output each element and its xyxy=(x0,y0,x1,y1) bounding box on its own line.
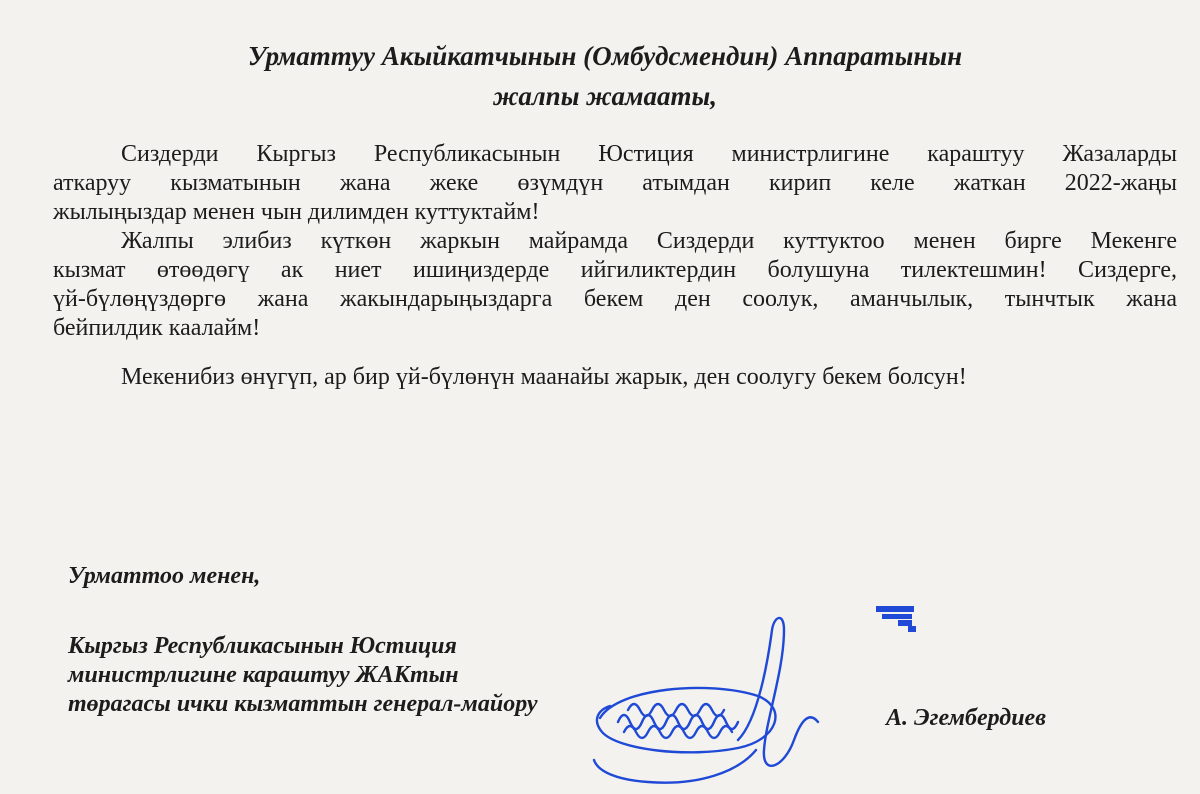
heading-line-2: жалпы жамааты, xyxy=(492,81,718,111)
paragraph-line: Сиздерди Кыргыз Республикасынын Юстиция министрлигине караштуу Жазаларды xyxy=(121,141,1177,167)
letter-heading xyxy=(100,36,1110,116)
position-line: министрлигине караштуу ЖАКтын xyxy=(68,662,459,688)
position-line: Кыргыз Республикасынын Юстиция xyxy=(68,633,457,659)
paragraph-1 xyxy=(53,140,1177,227)
paragraph-line: бейпилдик каалайм! xyxy=(53,315,261,341)
heading-line-1: Урматтуу Акыйкатчынын (Омбудсмендин) Аппаратынын xyxy=(247,41,963,71)
paragraph-2 xyxy=(53,227,1177,343)
stamp-fragment-icon xyxy=(868,598,928,638)
paragraph-line: үй-бүлөңүздөргө жана жакындарыңыздарга бекем ден соолук, аманчылык, тынчтык жана xyxy=(53,286,1177,312)
paragraph-line: аткаруу кызматынын жана жеке өзүмдүн атымдан кирип келе жаткан 2022-жаңы xyxy=(53,170,1177,196)
signer-name: А. Эгембердиев xyxy=(886,705,1046,731)
position-title xyxy=(68,632,538,719)
paragraph-gap xyxy=(53,343,1177,363)
handwritten-signature-icon xyxy=(588,600,888,790)
paragraph-line: Жалпы элибиз күткөн жаркын майрамда Сиздерди куттуктоо менен бирге Мекенге xyxy=(121,228,1177,254)
letter-body xyxy=(53,140,1177,392)
signature-block xyxy=(68,562,538,719)
paragraph-3: Мекенибиз өнүгүп, ар бир үй-бүлөнүн маанайы жарык, ден соолугу бекем болсун! xyxy=(121,364,967,390)
paragraph-line: жылыңыздар менен чын дилимден куттуктайм! xyxy=(53,199,540,225)
regards-line: Урматтоо менен, xyxy=(68,563,261,589)
position-line: төрагасы ички кызматтын генерал-майору xyxy=(68,691,538,717)
paragraph-line: кызмат өтөөдөгү ак ниет ишиңиздерде ийгиликтердин болушуна тилектешмин! Сиздерге, xyxy=(53,257,1177,283)
